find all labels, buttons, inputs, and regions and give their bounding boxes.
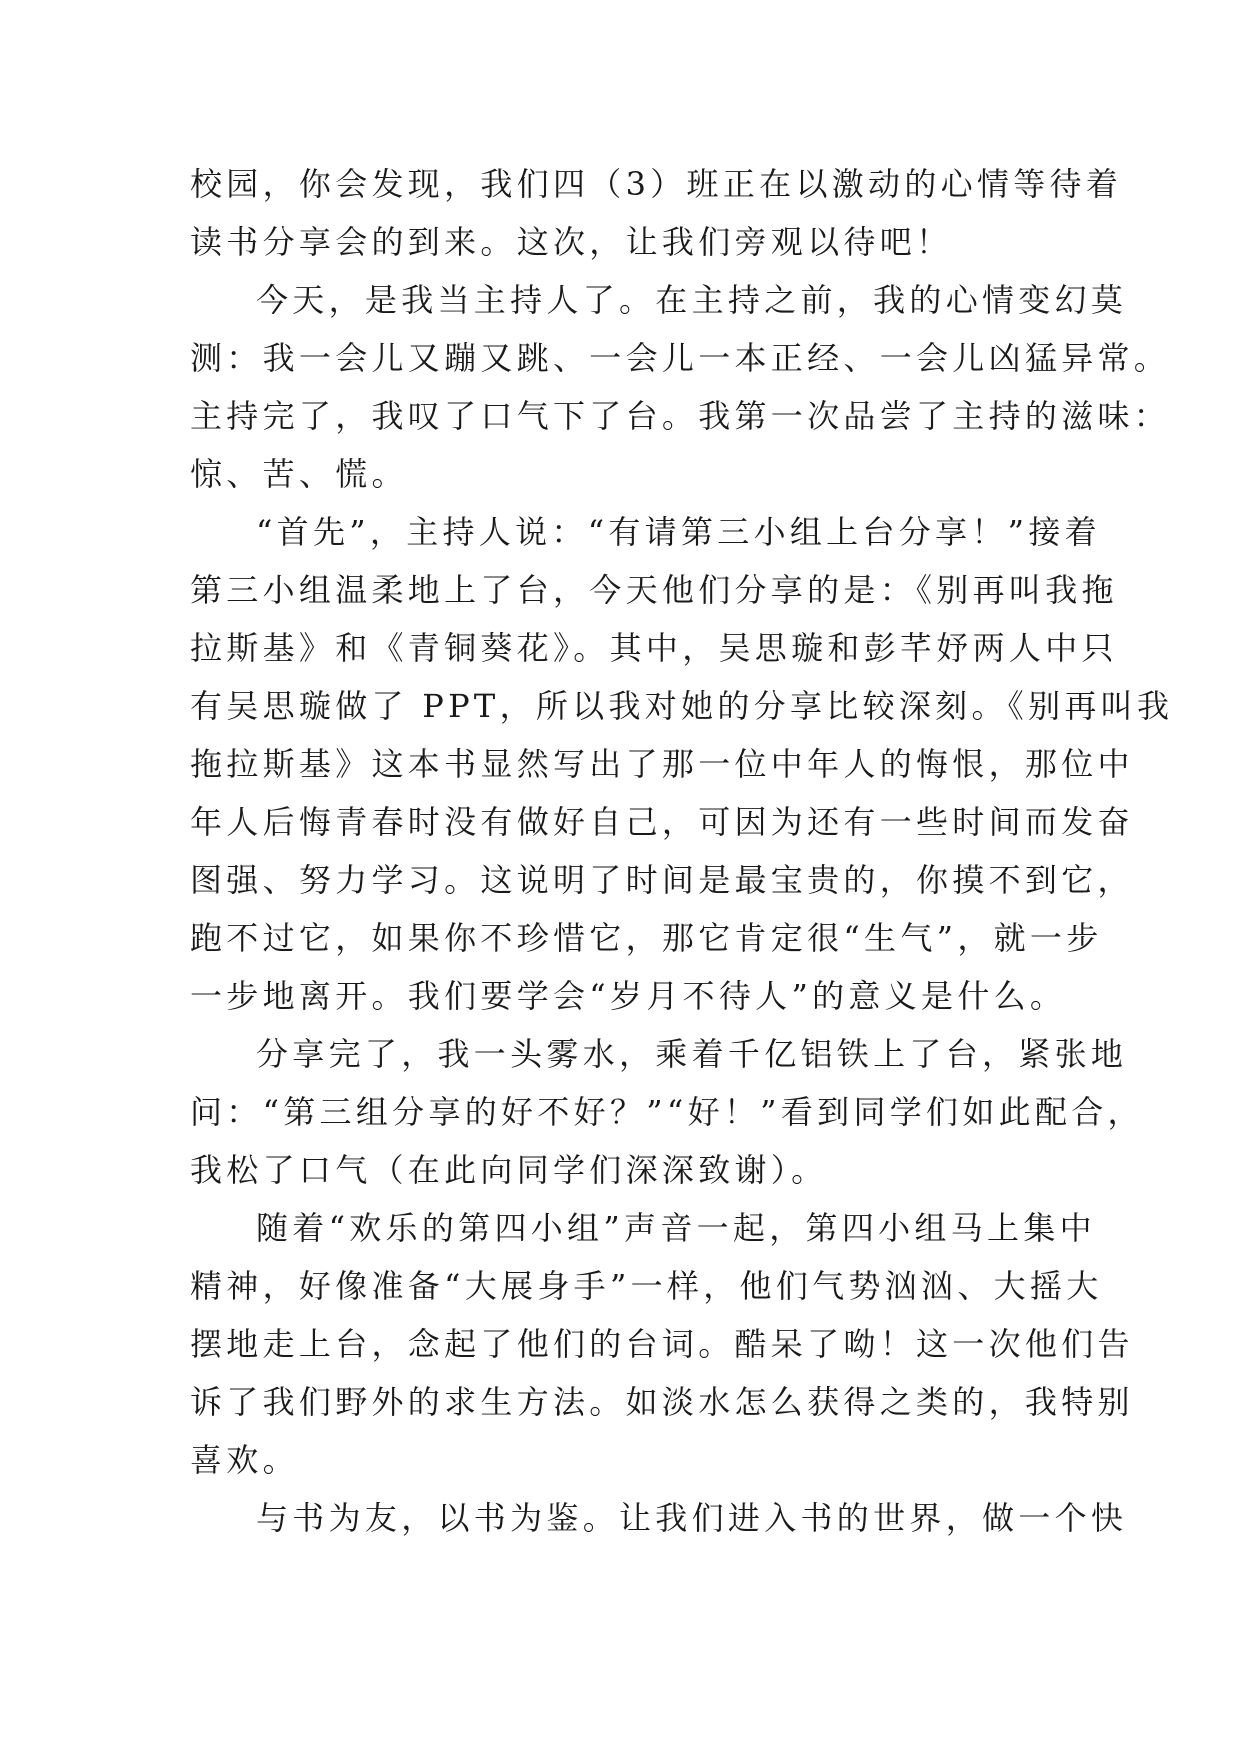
text-line: 我松了口气（在此向同学们深深致谢）。 [190,1151,828,1189]
text-line: 今天，是我当主持人了。在主持之前，我的心情变幻莫 [256,281,1128,319]
text-line: 分享完了，我一头雾水，乘着千亿铝铁上了台，紧张地 [256,1035,1128,1073]
text-line: 诉了我们野外的求生方法。如淡水怎么获得之类的，我特别 [190,1383,1134,1421]
text-line: 拉斯基》和《青铜葵花》。其中，吴思璇和彭芊妤两人中只 [190,629,1118,667]
text-line: “首先”，主持人说：“有请第三小组上台分享！”接着 [256,513,1101,551]
text-line: 读书分享会的到来。这次，让我们旁观以待吧！ [190,223,953,261]
text-line: 惊、苦、慌。 [190,455,408,493]
text-line: 喜欢。 [190,1441,299,1479]
text-line: 年人后悔青春时没有做好自己，可因为还有一些时间而发奋 [190,803,1134,841]
text-line: 拖拉斯基》这本书显然写出了那一位中年人的悔恨，那位中 [190,745,1134,783]
text-line: 随着“欢乐的第四小组”声音一起，第四小组马上集中 [256,1209,1096,1247]
text-line: 一步地离开。我们要学会“岁月不待人”的意义是什么。 [190,977,1067,1015]
text-line: 第三小组温柔地上了台，今天他们分享的是：《别再叫我拖 [190,571,1118,609]
text-line: 摆地走上台，念起了他们的台词。酷呆了呦！这一次他们告 [190,1325,1134,1363]
text-line: 测：我一会儿又蹦又跳、一会儿一本正经、一会儿凶猛异常。 [190,339,1171,377]
text-line: 精神，好像准备“大展身手”一样，他们气势汹汹、大摇大 [190,1267,1103,1305]
text-line: 校园，你会发现，我们四（3）班正在以激动的心情等待着 [190,165,1123,203]
text-line: 跑不过它，如果你不珍惜它，那它肯定很“生气”，就一步 [190,919,1103,957]
text-line: 问：“第三组分享的好不好？”“好！”看到同学们如此配合， [190,1093,1144,1131]
text-line: 图强、努力学习。这说明了时间是最宝贵的，你摸不到它， [190,861,1134,899]
text-line: 与书为友，以书为鉴。让我们进入书的世界，做一个快 [256,1499,1128,1537]
text-line: 主持完了，我叹了口气下了台。我第一次品尝了主持的滋味： [190,397,1171,435]
text-line: 有吴思璇做了 PPT，所以我对她的分享比较深刻。《别再叫我 [190,687,1174,725]
